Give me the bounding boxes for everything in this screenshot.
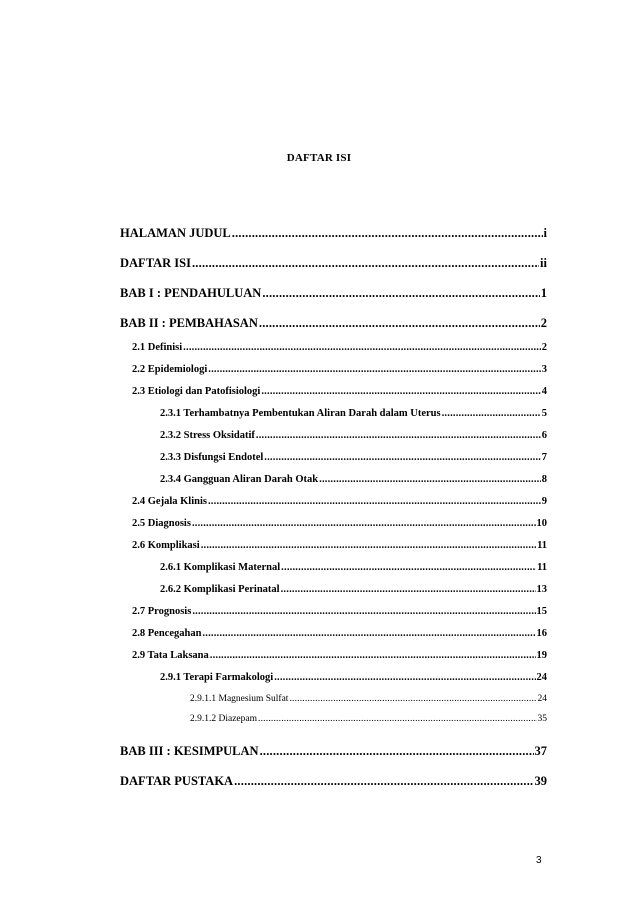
toc-entry-bab-1[interactable] bbox=[120, 286, 547, 301]
toc-entry-2-8[interactable] bbox=[132, 628, 547, 639]
toc-entry-label: 2.6.1 Komplikasi Maternal bbox=[160, 562, 281, 573]
toc-entry-label: BAB I : PENDAHULUAN bbox=[120, 286, 262, 300]
toc-entry-page: 8 bbox=[541, 474, 547, 485]
toc-entry-label: 2.3.1 Terhambatnya Pembentukan Aliran Darah dalam Uterus bbox=[160, 408, 441, 419]
toc-entry-label: 2.8 Pencegahan bbox=[132, 628, 202, 639]
toc-entry-page: 11 bbox=[537, 540, 547, 551]
toc-entry-page: 39 bbox=[534, 774, 547, 788]
toc-entry-2-6[interactable] bbox=[132, 540, 547, 551]
toc-entry-daftar-pustaka[interactable] bbox=[120, 774, 547, 789]
toc-leader-dots bbox=[289, 694, 536, 704]
toc-leader-dots bbox=[442, 408, 541, 419]
toc-entry-page: 24 bbox=[537, 694, 547, 704]
toc-entry-page: 24 bbox=[536, 672, 547, 683]
toc-entry-label: 2.1 Definisi bbox=[132, 342, 183, 353]
toc-entry-label: 2.3 Etiologi dan Patofisiologi bbox=[132, 386, 261, 397]
toc-entry-2-3-2[interactable] bbox=[160, 430, 547, 441]
toc-leader-dots bbox=[274, 672, 535, 683]
toc-entry-2-9[interactable] bbox=[132, 650, 547, 661]
toc-entry-label: DAFTAR ISI bbox=[120, 256, 191, 270]
toc-entry-daftar-isi[interactable] bbox=[120, 256, 547, 271]
toc-leader-dots bbox=[261, 386, 540, 397]
toc-entry-page: 6 bbox=[541, 430, 547, 441]
toc-entry-page: 7 bbox=[541, 452, 547, 463]
toc-entry-2-3-4[interactable] bbox=[160, 474, 547, 485]
toc-entry-label: 2.2 Epidemiologi bbox=[132, 364, 208, 375]
toc-entry-page: 19 bbox=[536, 650, 547, 661]
toc-entry-page: 5 bbox=[541, 408, 547, 419]
toc-entry-2-6-1[interactable] bbox=[160, 562, 547, 573]
toc-entry-label: BAB III : KESIMPULAN bbox=[120, 744, 259, 758]
toc-leader-dots bbox=[264, 452, 540, 463]
toc-leader-dots bbox=[262, 286, 539, 301]
page-title: DAFTAR ISI bbox=[286, 152, 352, 164]
toc-entry-label: 2.9.1 Terapi Farmakologi bbox=[160, 672, 274, 683]
toc-entry-page: 37 bbox=[534, 744, 547, 758]
toc-entry-page: ii bbox=[540, 256, 547, 270]
toc-entry-page: 2 bbox=[541, 342, 547, 353]
toc-leader-dots bbox=[256, 430, 541, 441]
toc-entry-page: 11 bbox=[537, 562, 547, 573]
toc-entry-2-1[interactable] bbox=[132, 342, 547, 353]
toc-entry-page: i bbox=[543, 226, 547, 240]
toc-entry-label: 2.3.4 Gangguan Aliran Darah Otak bbox=[160, 474, 319, 485]
toc-entry-2-6-2[interactable] bbox=[160, 584, 547, 595]
toc-entry-page: 1 bbox=[540, 286, 547, 300]
toc-entry-2-9-1-1[interactable] bbox=[190, 694, 547, 704]
toc-entry-2-3-1[interactable] bbox=[160, 408, 547, 419]
toc-entry-bab-2[interactable] bbox=[120, 316, 547, 331]
toc-entry-bab-3[interactable] bbox=[120, 744, 547, 759]
toc-leader-dots bbox=[202, 628, 535, 639]
toc-leader-dots bbox=[208, 364, 540, 375]
toc-entry-2-5[interactable] bbox=[132, 518, 547, 529]
toc-entry-page: 10 bbox=[536, 518, 547, 529]
toc-entry-label: HALAMAN JUDUL bbox=[120, 226, 231, 240]
toc-leader-dots bbox=[258, 714, 536, 724]
toc-leader-dots bbox=[319, 474, 541, 485]
toc-entry-2-9-1-2[interactable] bbox=[190, 714, 547, 724]
toc-leader-dots bbox=[210, 650, 536, 661]
toc-leader-dots bbox=[183, 342, 541, 353]
page-number: 3 bbox=[536, 855, 542, 866]
toc-leader-dots bbox=[232, 226, 543, 241]
toc-entry-page: 9 bbox=[541, 496, 547, 507]
toc-entry-label: 2.9 Tata Laksana bbox=[132, 650, 209, 661]
toc-entry-label: 2.7 Prognosis bbox=[132, 606, 192, 617]
toc-leader-dots bbox=[192, 606, 535, 617]
toc-entry-2-3[interactable] bbox=[132, 386, 547, 397]
toc-leader-dots bbox=[208, 496, 541, 507]
toc-leader-dots bbox=[201, 540, 536, 551]
toc-entry-2-2[interactable] bbox=[132, 364, 547, 375]
toc-leader-dots bbox=[281, 584, 536, 595]
toc-entry-2-4[interactable] bbox=[132, 496, 547, 507]
toc-entry-page: 15 bbox=[536, 606, 547, 617]
toc-entry-label: 2.9.1.1 Magnesium Sulfat bbox=[190, 694, 289, 704]
toc-entry-label: 2.9.1.2 Diazepam bbox=[190, 714, 258, 724]
toc-entry-2-3-3[interactable] bbox=[160, 452, 547, 463]
toc-entry-2-9-1[interactable] bbox=[160, 672, 547, 683]
toc-leader-dots bbox=[260, 744, 534, 759]
toc-entry-label: BAB II : PEMBAHASAN bbox=[120, 316, 258, 330]
toc-entry-halaman-judul[interactable] bbox=[120, 226, 547, 241]
toc-leader-dots bbox=[259, 316, 540, 331]
toc-entry-page: 16 bbox=[536, 628, 547, 639]
toc-entry-page: 35 bbox=[537, 714, 547, 724]
toc-entry-page: 3 bbox=[541, 364, 547, 375]
toc-leader-dots bbox=[192, 518, 536, 529]
toc-entry-label: 2.4 Gejala Klinis bbox=[132, 496, 207, 507]
toc-entry-label: 2.3.3 Disfungsi Endotel bbox=[160, 452, 264, 463]
toc-entry-2-7[interactable] bbox=[132, 606, 547, 617]
toc-entry-label: 2.3.2 Stress Oksidatif bbox=[160, 430, 255, 441]
toc-entry-page: 2 bbox=[540, 316, 547, 330]
toc-leader-dots bbox=[192, 256, 539, 271]
toc-entry-label: DAFTAR PUSTAKA bbox=[120, 774, 234, 788]
toc-entry-label: 2.6 Komplikasi bbox=[132, 540, 200, 551]
toc-leader-dots bbox=[281, 562, 536, 573]
toc-entry-page: 13 bbox=[536, 584, 547, 595]
toc-entry-label: 2.6.2 Komplikasi Perinatal bbox=[160, 584, 280, 595]
toc-entry-page: 4 bbox=[541, 386, 547, 397]
toc-leader-dots bbox=[234, 774, 533, 789]
toc-entry-label: 2.5 Diagnosis bbox=[132, 518, 191, 529]
